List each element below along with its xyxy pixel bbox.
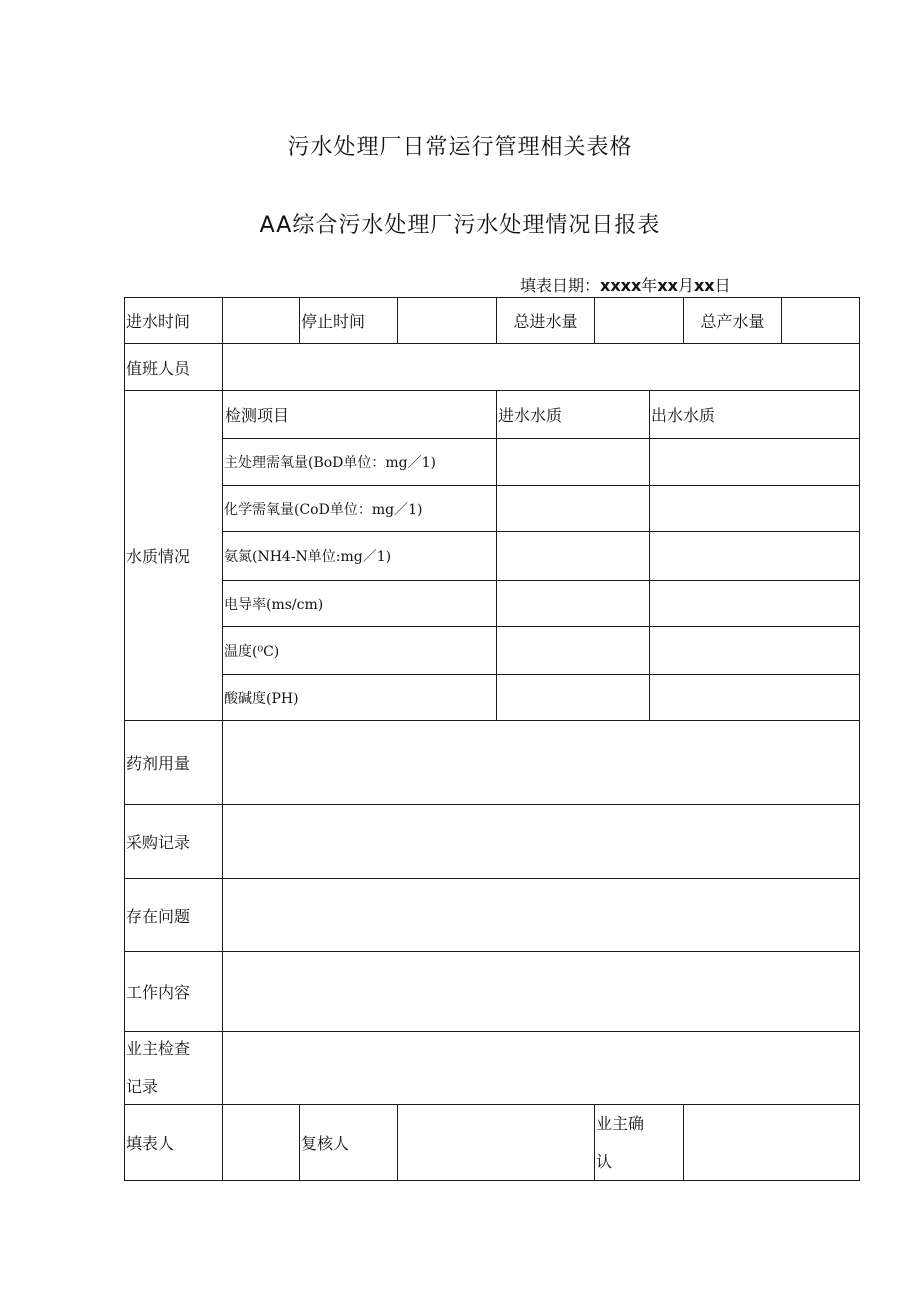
item-conductivity: 电导率(ms/cm) (224, 596, 324, 613)
reviewer-label: 复核人 (301, 1134, 350, 1153)
table-rule (299, 1104, 300, 1181)
table-rule (594, 1104, 595, 1181)
owner-confirm-field[interactable] (684, 1105, 859, 1180)
owner-check-label (126, 1032, 190, 1104)
inflow-value-cell[interactable] (497, 439, 649, 485)
issues-field[interactable] (223, 879, 859, 951)
total-inflow-label: 总进水量 (513, 311, 578, 331)
purchase-record-field[interactable] (223, 805, 859, 878)
table-rule (124, 297, 125, 1181)
header-inflow-quality: 进水水质 (498, 406, 563, 425)
duty-staff-field[interactable] (223, 344, 859, 390)
stop-time-label: 停止时间 (301, 311, 366, 331)
inflow-value-cell[interactable] (497, 581, 649, 626)
purchase-record-label: 采购记录 (126, 833, 191, 852)
table-rule (124, 1180, 860, 1181)
outflow-value-cell[interactable] (650, 627, 859, 674)
owner-confirm-label (596, 1105, 644, 1180)
issues-label: 存在问题 (126, 906, 191, 926)
inflow-value-cell[interactable] (497, 532, 649, 580)
total-output-label: 总产水量 (700, 311, 765, 331)
stop-time-field[interactable] (398, 298, 496, 343)
header-item: 检测项目 (225, 406, 290, 425)
item-temperature: 温度(⁰C) (224, 643, 280, 660)
work-content-label: 工作内容 (126, 983, 191, 1002)
outflow-value-cell[interactable] (650, 581, 859, 626)
fill-date-month-unit: 月 (677, 276, 694, 295)
inflow-value-cell[interactable] (497, 627, 649, 674)
outflow-value-cell[interactable] (650, 439, 859, 485)
duty-staff-label: 值班人员 (126, 358, 191, 378)
owner-check-label-line2: 记录 (126, 1077, 159, 1096)
item-bod: 主处理需氧量(BoD单位：mg／1) (224, 455, 437, 471)
chemical-usage-label: 药剂用量 (126, 754, 191, 773)
fill-date-year-unit: 年 (641, 276, 658, 295)
total-inflow-field[interactable] (595, 298, 683, 343)
item-ammonia: 氨氮(NH4-N单位:mg／1) (224, 549, 392, 565)
item-ph: 酸碱度(PH) (224, 690, 299, 707)
inflow-value-cell[interactable] (497, 486, 649, 531)
inflow-time-label: 进水时间 (126, 311, 191, 331)
owner-check-field[interactable] (223, 1032, 859, 1104)
inflow-value-cell[interactable] (497, 675, 649, 720)
owner-confirm-label-line2: 认 (596, 1151, 613, 1171)
filled-by-label: 填表人 (126, 1134, 175, 1153)
reviewer-field[interactable] (398, 1105, 594, 1180)
document-title: 污水处理厂日常运行管理相关表格 (287, 135, 633, 160)
total-output-field[interactable] (782, 298, 859, 343)
water-quality-label: 水质情况 (126, 547, 191, 566)
daily-report-table (124, 297, 860, 1181)
report-title: AA综合污水处理厂污水处理情况日报表 (259, 213, 661, 238)
table-rule (299, 297, 300, 344)
filled-by-field[interactable] (223, 1105, 299, 1180)
header-outflow-quality: 出水水质 (651, 406, 716, 425)
table-rule (859, 297, 860, 1181)
work-content-field[interactable] (223, 952, 859, 1031)
fill-date-month: xx (657, 276, 678, 295)
outflow-value-cell[interactable] (650, 532, 859, 580)
owner-confirm-label-line1: 业主确 (596, 1113, 645, 1133)
item-cod: 化学需氧量(CoD单位：mg／1) (224, 501, 423, 518)
fill-date-label: 填表日期： (520, 276, 601, 295)
fill-date-day: xx (693, 276, 715, 295)
outflow-value-cell[interactable] (650, 486, 859, 531)
owner-check-label-line1: 业主检查 (126, 1039, 191, 1058)
fill-date-year: xxxx (600, 276, 642, 295)
fill-date-day-unit: 日 (714, 276, 731, 295)
inflow-time-field[interactable] (223, 298, 299, 343)
outflow-value-cell[interactable] (650, 675, 859, 720)
chemical-usage-field[interactable] (223, 721, 859, 804)
fill-date (520, 273, 731, 296)
